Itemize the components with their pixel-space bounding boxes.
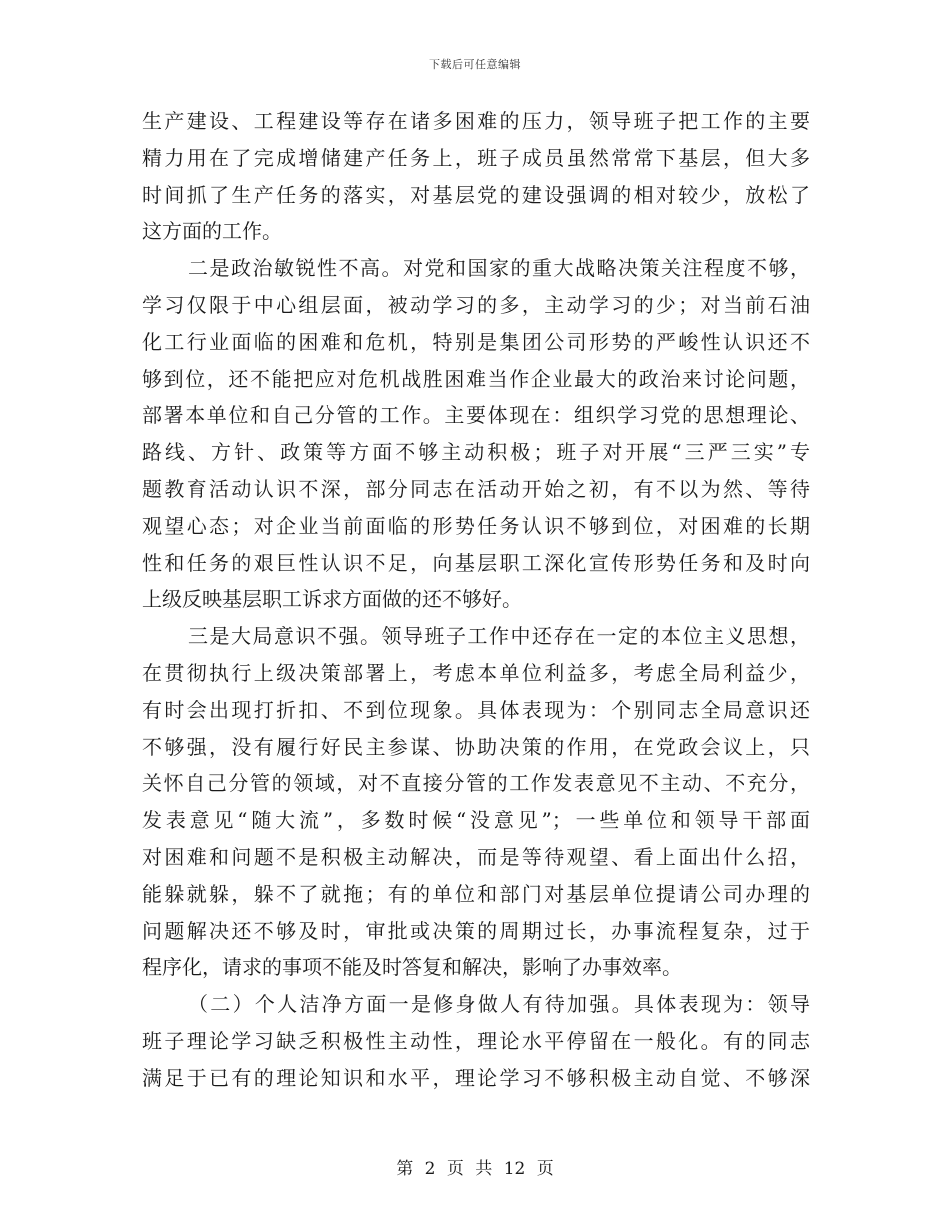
text-line: 学习仅限于中心组层面，被动学习的多，主动学习的少；对当前石油 xyxy=(142,292,810,317)
text-line: 三是大局意识不强。领导班子工作中还存在一定的本位主义思想， xyxy=(188,624,810,649)
paragraph-4 xyxy=(142,986,810,1096)
text-line: 观望心态；对企业当前面临的形势任务认识不够到位，对困难的长期 xyxy=(142,513,810,538)
text-line: 对困难和问题不是积极主动解决，而是等待观望、看上面出什么招， xyxy=(142,844,810,869)
text-line: 够到位，还不能把应对危机战胜困难当作企业最大的政治来讨论问题， xyxy=(142,366,810,391)
text-line: 上级反映基层职工诉求方面做的还不够好。 xyxy=(142,587,522,612)
text-line: 题教育活动认识不深，部分同志在活动开始之初，有不以为然、等待 xyxy=(142,476,810,501)
text-line: 路线、方针、政策等方面不够主动积极；班子对开展“三严三实”专 xyxy=(142,440,810,465)
text-line: 关怀自己分管的领域，对不直接分管的工作发表意见不主动、不充分， xyxy=(142,771,810,796)
text-line: 满足于已有的理论知识和水平，理论学习不够积极主动自觉、不够深 xyxy=(142,1065,810,1090)
text-line: 性和任务的艰巨性认识不足，向基层职工深化宣传形势任务和及时向 xyxy=(142,550,810,575)
text-line: 精力用在了完成增储建产任务上，班子成员虽然常常下基层，但大多 xyxy=(142,145,810,170)
page-number-footer: 第 2 页 共 12 页 xyxy=(396,1159,554,1179)
text-line: 二是政治敏锐性不高。对党和国家的重大战略决策关注程度不够， xyxy=(188,256,810,281)
text-line: 有时会出现打折扣、不到位现象。具体表现为：个别同志全局意识还 xyxy=(142,697,810,722)
text-line: 问题解决还不够及时，审批或决策的周期过长，办事流程复杂，过于 xyxy=(142,918,810,943)
document-body xyxy=(142,103,810,1097)
text-line: 能躲就躲，躲不了就拖；有的单位和部门对基层单位提请公司办理的 xyxy=(142,881,810,906)
text-line: 在贯彻执行上级决策部署上，考虑本单位利益多，考虑全局利益少， xyxy=(142,660,810,685)
text-line: 时间抓了生产任务的落实，对基层党的建设强调的相对较少，放松了 xyxy=(142,182,810,207)
text-line: 班子理论学习缺乏积极性主动性，理论水平停留在一般化。有的同志 xyxy=(142,1028,810,1053)
text-line: 化工行业面临的困难和危机，特别是集团公司形势的严峻性认识还不 xyxy=(142,329,810,354)
text-line: （二）个人洁净方面一是修身做人有待加强。具体表现为：领导 xyxy=(188,992,810,1017)
text-line: 程序化，请求的事项不能及时答复和解决，影响了办事效率。 xyxy=(142,955,682,980)
paragraph-2 xyxy=(142,250,810,618)
text-line: 不够强，没有履行好民主参谋、协助决策的作用，在党政会议上，只 xyxy=(142,734,810,759)
paragraph-3 xyxy=(142,618,810,986)
text-line: 发表意见“随大流”，多数时候“没意见”；一些单位和领导干部面 xyxy=(142,808,810,833)
text-line: 部署本单位和自己分管的工作。主要体现在：组织学习党的思想理论、 xyxy=(142,403,810,428)
paragraph-1 xyxy=(142,103,810,250)
page-header: 下载后可任意编辑 xyxy=(429,58,521,71)
text-line: 生产建设、工程建设等存在诸多困难的压力，领导班子把工作的主要 xyxy=(142,109,810,133)
text-line: 这方面的工作。 xyxy=(142,219,282,244)
